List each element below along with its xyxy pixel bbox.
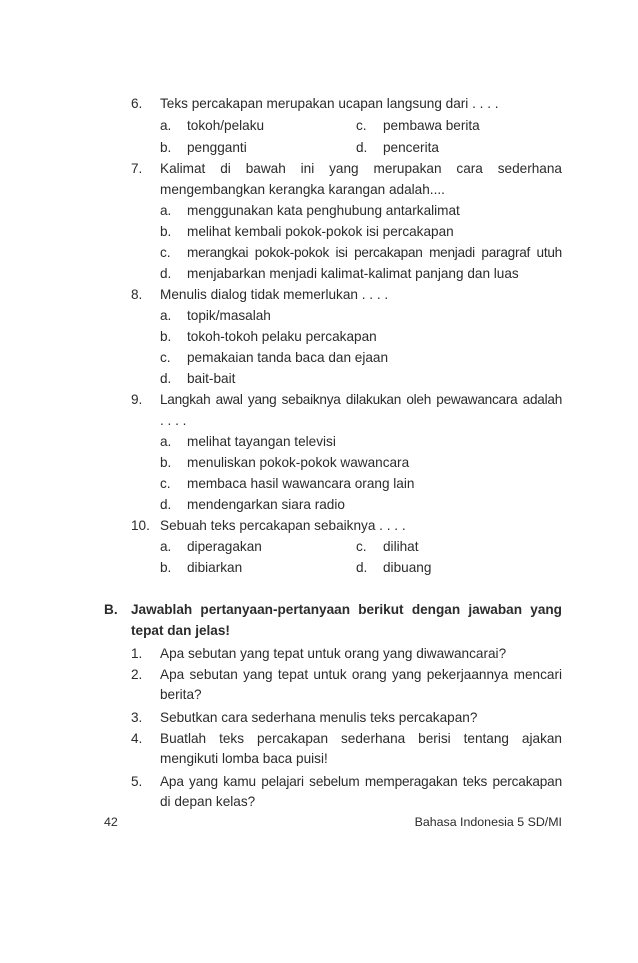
option-letter: d. [356,140,368,155]
option-text: mendengarkan siara radio [187,497,345,512]
essay-number: 1. [131,646,143,661]
option-text: dilihat [383,539,419,554]
option-letter: a. [160,434,172,449]
question-text: . . . . [160,413,187,428]
book-title: Bahasa Indonesia 5 SD/MI [414,815,562,829]
option-text: bait-bait [187,371,236,386]
question-text: Kalimat di bawah ini yang merupakan cara sederhana [160,161,562,176]
section-heading: Jawablah pertanyaan-pertanyaan berikut dengan jawaban yang [131,602,562,617]
question-text: Teks percakapan merupakan ucapan langsung dari . . . . [160,96,499,111]
option-text: topik/masalah [187,308,271,323]
option-text: pengganti [187,140,247,155]
option-letter: b. [160,455,172,470]
option-letter: c. [160,350,171,365]
essay-question: Apa sebutan yang tepat untuk orang yang pekerjaannya mencari [160,667,562,682]
option-letter: c. [356,118,367,133]
option-letter: a. [160,308,172,323]
question-text: Sebuah teks percakapan sebaiknya . . . . [160,518,406,533]
option-letter: c. [160,476,171,491]
option-text: pembawa berita [383,118,480,133]
option-letter: b. [160,140,172,155]
option-text: melihat tayangan televisi [187,434,336,449]
option-text: menuliskan pokok-pokok wawancara [187,455,410,470]
option-text: diperagakan [187,539,262,554]
section-letter: B. [104,602,118,617]
option-letter: b. [160,224,172,239]
question-number: 8. [131,287,143,302]
option-letter: c. [356,539,367,554]
question-text: Menulis dialog tidak memerlukan . . . . [160,287,389,302]
essay-question: Apa sebutan yang tepat untuk orang yang diwawancarai? [160,646,507,661]
question-number: 9. [131,392,143,407]
option-text: melihat kembali pokok-pokok isi percakapan [187,224,454,239]
option-letter: a. [160,118,172,133]
option-text: dibiarkan [187,560,243,575]
option-text: pencerita [383,140,439,155]
essay-question: Sebutkan cara sederhana menulis teks percakapan? [160,710,478,725]
option-text: tokoh-tokoh pelaku percakapan [187,329,377,344]
option-text: tokoh/pelaku [187,118,265,133]
essay-question: di depan kelas? [160,794,256,809]
page-number: 42 [104,815,118,829]
option-text: menggunakan kata penghubung antarkalimat [187,203,460,218]
option-letter: b. [160,329,172,344]
option-text: membaca hasil wawancara orang lain [187,476,415,491]
option-letter: d. [160,371,172,386]
option-letter: b. [160,560,172,575]
option-letter: c. [160,245,171,260]
essay-number: 4. [131,731,143,746]
essay-number: 3. [131,710,143,725]
option-text: dibuang [383,560,432,575]
essay-question: mengikuti lomba baca puisi! [160,751,328,766]
question-number: 6. [131,96,143,111]
essay-number: 2. [131,667,143,682]
question-number: 10. [131,518,150,533]
section-heading: tepat dan jelas! [131,623,230,638]
option-text: pemakaian tanda baca dan ejaan [187,350,389,365]
option-letter: d. [160,497,172,512]
option-letter: d. [160,266,172,281]
question-number: 7. [131,161,143,176]
question-text: mengembangkan kerangka karangan adalah.... [160,182,445,197]
essay-number: 5. [131,774,143,789]
option-letter: a. [160,203,172,218]
essay-question: Apa yang kamu pelajari sebelum memperagakan teks percakapan [160,774,562,789]
option-letter: d. [356,560,368,575]
essay-question: Buatlah teks percakapan sederhana berisi tentang ajakan [160,731,562,746]
option-text: menjabarkan menjadi kalimat-kalimat panjang dan luas [187,266,519,281]
question-text: Langkah awal yang sebaiknya dilakukan oleh pewawancara adalah [160,392,562,407]
option-letter: a. [160,539,172,554]
option-text: merangkai pokok-pokok isi percakapan menjadi paragraf utuh [187,245,562,260]
essay-question: berita? [160,687,202,702]
